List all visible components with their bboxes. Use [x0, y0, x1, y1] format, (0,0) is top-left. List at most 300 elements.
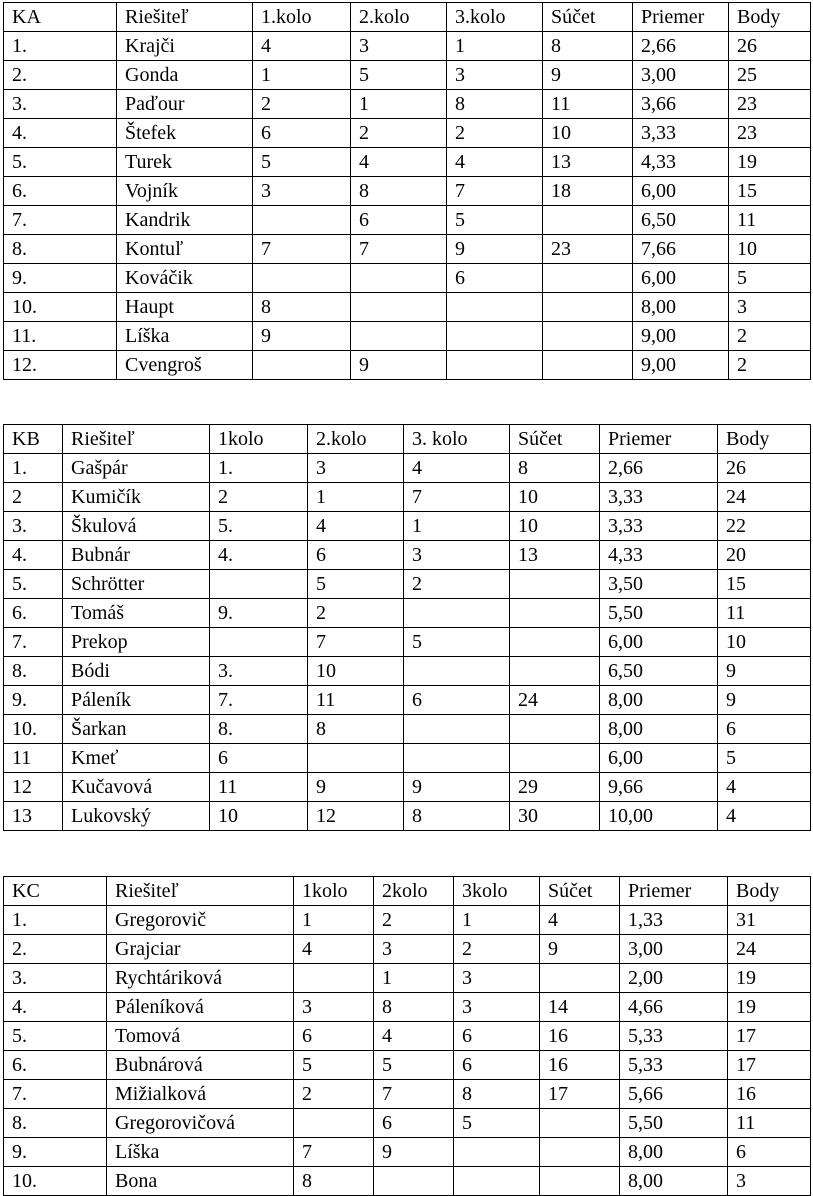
- table-row: [4, 32, 811, 61]
- table-header-row: [4, 425, 811, 454]
- table-cell: 4: [253, 32, 351, 61]
- table-cell: 9: [374, 1138, 454, 1167]
- table-cell: 8,00: [600, 715, 718, 744]
- table-cell: 4: [718, 802, 811, 831]
- table-cell: 3,66: [633, 90, 729, 119]
- header-cell: Body: [729, 3, 811, 32]
- header-cell: KA: [4, 3, 117, 32]
- table-cell: 9,00: [633, 322, 729, 351]
- table-row: [4, 1138, 811, 1167]
- header-cell: 1.kolo: [253, 3, 351, 32]
- table-cell: 3: [308, 454, 404, 483]
- table-cell: 6,00: [633, 177, 729, 206]
- table-cell: [351, 293, 447, 322]
- table-cell: 10: [308, 657, 404, 686]
- table-cell: 8: [308, 715, 404, 744]
- table-cell: 8,00: [620, 1167, 728, 1196]
- table-cell: Kumičík: [63, 483, 210, 512]
- table-cell: 2: [729, 351, 811, 380]
- table-cell: 8,00: [620, 1138, 728, 1167]
- table-cell: 7: [404, 483, 510, 512]
- table-cell: 8: [447, 90, 543, 119]
- table-cell: [454, 1167, 540, 1196]
- table-cell: 3,50: [600, 570, 718, 599]
- table-cell: 4.: [4, 993, 107, 1022]
- header-cell: 3. kolo: [404, 425, 510, 454]
- table-cell: 9.: [4, 686, 63, 715]
- table-cell: 3,33: [633, 119, 729, 148]
- table-cell: 11: [543, 90, 633, 119]
- table-row: [4, 235, 811, 264]
- table-header-row: [4, 3, 811, 32]
- table-cell: 25: [729, 61, 811, 90]
- table-cell: 6,00: [600, 628, 718, 657]
- table-cell: 4: [294, 935, 374, 964]
- table-cell: Kučavová: [63, 773, 210, 802]
- table-cell: Tomáš: [63, 599, 210, 628]
- table-row: [4, 454, 811, 483]
- table-cell: 11: [728, 1109, 811, 1138]
- table-cell: 9: [351, 351, 447, 380]
- table-cell: Bona: [107, 1167, 294, 1196]
- table-cell: 22: [718, 512, 811, 541]
- header-cell: Súčet: [540, 877, 620, 906]
- table-cell: 1.: [4, 906, 107, 935]
- table-row: [4, 90, 811, 119]
- table-row: [4, 483, 811, 512]
- table-cell: [543, 322, 633, 351]
- table-cell: Gonda: [117, 61, 253, 90]
- table-cell: 2: [253, 90, 351, 119]
- results-table-kb: [3, 424, 811, 831]
- table-cell: 15: [729, 177, 811, 206]
- table-cell: 17: [728, 1022, 811, 1051]
- header-cell: 3kolo: [454, 877, 540, 906]
- table-cell: [540, 1109, 620, 1138]
- table-cell: Turek: [117, 148, 253, 177]
- table-row: [4, 206, 811, 235]
- table-cell: 5: [294, 1051, 374, 1080]
- table-row: [4, 293, 811, 322]
- table-cell: 19: [728, 993, 811, 1022]
- table-row: [4, 906, 811, 935]
- table-cell: [404, 657, 510, 686]
- header-cell: Súčet: [510, 425, 600, 454]
- table-cell: 16: [728, 1080, 811, 1109]
- table-cell: 3.: [4, 964, 107, 993]
- table-cell: 3.: [4, 90, 117, 119]
- table-cell: 5,33: [620, 1051, 728, 1080]
- table-cell: [253, 206, 351, 235]
- table-cell: 11.: [4, 322, 117, 351]
- table-row: [4, 512, 811, 541]
- table-cell: 8: [294, 1167, 374, 1196]
- table-cell: 1: [447, 32, 543, 61]
- table-cell: 10: [718, 628, 811, 657]
- table-cell: 6: [728, 1138, 811, 1167]
- table-cell: 23: [729, 119, 811, 148]
- table-row: [4, 148, 811, 177]
- table-cell: 8: [374, 993, 454, 1022]
- table-cell: 6.: [4, 599, 63, 628]
- table-cell: 12.: [4, 351, 117, 380]
- table-cell: 26: [729, 32, 811, 61]
- table-row: [4, 599, 811, 628]
- table-cell: 1: [253, 61, 351, 90]
- table-cell: 18: [543, 177, 633, 206]
- table-cell: [510, 570, 600, 599]
- table-cell: Kováčik: [117, 264, 253, 293]
- table-cell: [404, 715, 510, 744]
- table-cell: 4: [351, 148, 447, 177]
- table-cell: [510, 628, 600, 657]
- table-cell: 2: [210, 483, 308, 512]
- table-cell: 11: [4, 744, 63, 773]
- table-cell: [404, 744, 510, 773]
- table-cell: Škulová: [63, 512, 210, 541]
- table-cell: 11: [308, 686, 404, 715]
- table-cell: 2.: [4, 61, 117, 90]
- table-cell: [294, 1109, 374, 1138]
- table-cell: 5: [447, 206, 543, 235]
- table-cell: [308, 744, 404, 773]
- table-cell: Gašpár: [63, 454, 210, 483]
- table-cell: [510, 657, 600, 686]
- table-cell: 9.: [4, 1138, 107, 1167]
- table-cell: 13: [543, 148, 633, 177]
- table-row: [4, 1051, 811, 1080]
- table-cell: [253, 264, 351, 293]
- table-cell: 6: [294, 1022, 374, 1051]
- table-cell: 5.: [4, 148, 117, 177]
- table-cell: 24: [728, 935, 811, 964]
- table-cell: Gregorovič: [107, 906, 294, 935]
- header-cell: Súčet: [543, 3, 633, 32]
- table-cell: 1: [308, 483, 404, 512]
- table-cell: [374, 1167, 454, 1196]
- table-cell: 19: [728, 964, 811, 993]
- table-cell: Páleník: [63, 686, 210, 715]
- table-cell: 2: [374, 906, 454, 935]
- table-cell: 6,00: [633, 264, 729, 293]
- table-cell: 1,33: [620, 906, 728, 935]
- table-cell: [447, 322, 543, 351]
- table-cell: 9: [543, 61, 633, 90]
- table-row: [4, 1022, 811, 1051]
- table-cell: 4: [447, 148, 543, 177]
- table-cell: 8: [351, 177, 447, 206]
- table-cell: 8,00: [600, 686, 718, 715]
- table-cell: 3: [454, 993, 540, 1022]
- table-cell: Štefek: [117, 119, 253, 148]
- table-cell: 16: [540, 1051, 620, 1080]
- table-cell: 4,33: [633, 148, 729, 177]
- table-cell: 6: [454, 1022, 540, 1051]
- header-cell: 2kolo: [374, 877, 454, 906]
- table-cell: 2: [404, 570, 510, 599]
- table-cell: 15: [718, 570, 811, 599]
- table-cell: [210, 570, 308, 599]
- table-cell: 7.: [4, 1080, 107, 1109]
- table-cell: Kontuľ: [117, 235, 253, 264]
- table-cell: 8: [543, 32, 633, 61]
- table-cell: [540, 1167, 620, 1196]
- table-cell: 9: [718, 686, 811, 715]
- table-cell: 7: [308, 628, 404, 657]
- table-cell: 9: [718, 657, 811, 686]
- table-cell: 9,66: [600, 773, 718, 802]
- table-row: [4, 541, 811, 570]
- table-cell: Šarkan: [63, 715, 210, 744]
- table-cell: 5,33: [620, 1022, 728, 1051]
- table-cell: 7: [351, 235, 447, 264]
- table-cell: [454, 1138, 540, 1167]
- table-cell: Grajciar: [107, 935, 294, 964]
- results-table-kc: [3, 876, 811, 1196]
- table-cell: 3: [294, 993, 374, 1022]
- header-cell: Priemer: [633, 3, 729, 32]
- table-cell: 19: [729, 148, 811, 177]
- table-cell: 7.: [210, 686, 308, 715]
- table-cell: [540, 1138, 620, 1167]
- table-cell: Líška: [117, 322, 253, 351]
- table-cell: 10.: [4, 715, 63, 744]
- table-cell: Rychtáriková: [107, 964, 294, 993]
- table-row: [4, 1167, 811, 1196]
- table-cell: 1: [351, 90, 447, 119]
- table-cell: 5: [718, 744, 811, 773]
- table-cell: [210, 628, 308, 657]
- table-cell: 5: [404, 628, 510, 657]
- table-cell: Kmeť: [63, 744, 210, 773]
- table-cell: 10.: [4, 293, 117, 322]
- header-cell: KB: [4, 425, 63, 454]
- table-cell: 5,50: [620, 1109, 728, 1138]
- table-cell: [351, 322, 447, 351]
- table-row: [4, 686, 811, 715]
- table-cell: 6,50: [633, 206, 729, 235]
- table-cell: Bubnárová: [107, 1051, 294, 1080]
- header-cell: 2.kolo: [308, 425, 404, 454]
- table-cell: Bubnár: [63, 541, 210, 570]
- table-row: [4, 964, 811, 993]
- table-cell: [351, 264, 447, 293]
- table-cell: 4,33: [600, 541, 718, 570]
- table-cell: 8,00: [633, 293, 729, 322]
- table-cell: 8: [510, 454, 600, 483]
- table-cell: 29: [510, 773, 600, 802]
- table-cell: 1: [294, 906, 374, 935]
- table-cell: 11: [210, 773, 308, 802]
- table-cell: 6.: [4, 1051, 107, 1080]
- table-cell: 8.: [4, 235, 117, 264]
- header-cell: Body: [728, 877, 811, 906]
- table-row: [4, 935, 811, 964]
- table-cell: 3: [253, 177, 351, 206]
- table-cell: 2: [351, 119, 447, 148]
- table-row: [4, 119, 811, 148]
- table-cell: 5,66: [620, 1080, 728, 1109]
- table-cell: 5: [729, 264, 811, 293]
- table-cell: 4: [718, 773, 811, 802]
- header-cell: 1kolo: [210, 425, 308, 454]
- table-cell: 4.: [210, 541, 308, 570]
- table-cell: 9,00: [633, 351, 729, 380]
- table-cell: 7.: [4, 628, 63, 657]
- table-cell: 8: [253, 293, 351, 322]
- table-cell: 3,33: [600, 483, 718, 512]
- table-cell: 4,66: [620, 993, 728, 1022]
- table-cell: [294, 964, 374, 993]
- table-cell: Krajči: [117, 32, 253, 61]
- table-cell: 6: [404, 686, 510, 715]
- results-table-ka: [3, 2, 811, 380]
- table-cell: 6: [210, 744, 308, 773]
- table-cell: 1.: [4, 32, 117, 61]
- table-cell: 3: [729, 293, 811, 322]
- table-cell: [543, 206, 633, 235]
- table-cell: Mižialková: [107, 1080, 294, 1109]
- table-cell: Haupt: [117, 293, 253, 322]
- table-cell: 3,00: [620, 935, 728, 964]
- table-cell: 6: [374, 1109, 454, 1138]
- table-cell: 8: [404, 802, 510, 831]
- table-cell: 20: [718, 541, 811, 570]
- table-cell: [543, 351, 633, 380]
- table-row: [4, 802, 811, 831]
- table-cell: 13: [4, 802, 63, 831]
- table-cell: 4: [540, 906, 620, 935]
- table-cell: 2,00: [620, 964, 728, 993]
- table-cell: 4.: [4, 541, 63, 570]
- table-cell: 30: [510, 802, 600, 831]
- table-cell: 12: [308, 802, 404, 831]
- table-cell: 10.: [4, 1167, 107, 1196]
- header-cell: Riešiteľ: [117, 3, 253, 32]
- table-cell: 9: [540, 935, 620, 964]
- table-cell: 17: [540, 1080, 620, 1109]
- table-cell: 10: [543, 119, 633, 148]
- table-cell: 16: [540, 1022, 620, 1051]
- table-cell: [404, 599, 510, 628]
- table-cell: 3.: [4, 512, 63, 541]
- table-cell: 3: [454, 964, 540, 993]
- table-cell: 9: [404, 773, 510, 802]
- table-row: [4, 744, 811, 773]
- table-cell: 24: [510, 686, 600, 715]
- table-cell: [543, 264, 633, 293]
- table-cell: 4.: [4, 119, 117, 148]
- header-cell: 1kolo: [294, 877, 374, 906]
- table-cell: 26: [718, 454, 811, 483]
- table-cell: 1: [374, 964, 454, 993]
- table-cell: 3: [404, 541, 510, 570]
- table-cell: 10,00: [600, 802, 718, 831]
- table-row: [4, 1080, 811, 1109]
- header-cell: Priemer: [600, 425, 718, 454]
- table-row: [4, 715, 811, 744]
- table-cell: 5,50: [600, 599, 718, 628]
- table-cell: 8.: [4, 1109, 107, 1138]
- table-cell: 12: [4, 773, 63, 802]
- table-cell: 6: [253, 119, 351, 148]
- table-cell: 2: [447, 119, 543, 148]
- table-cell: [253, 351, 351, 380]
- table-row: [4, 351, 811, 380]
- table-cell: 3.: [210, 657, 308, 686]
- table-cell: 7.: [4, 206, 117, 235]
- header-cell: 2.kolo: [351, 3, 447, 32]
- table-cell: 3,00: [633, 61, 729, 90]
- table-cell: 9: [308, 773, 404, 802]
- table-cell: 9.: [210, 599, 308, 628]
- table-cell: 11: [729, 206, 811, 235]
- table-cell: 5.: [4, 570, 63, 599]
- table-cell: 2: [454, 935, 540, 964]
- table-cell: 9.: [4, 264, 117, 293]
- table-cell: 4: [308, 512, 404, 541]
- table-cell: 3: [728, 1167, 811, 1196]
- header-cell: 3.kolo: [447, 3, 543, 32]
- table-cell: 6: [454, 1051, 540, 1080]
- table-cell: Bódi: [63, 657, 210, 686]
- table-cell: 5: [308, 570, 404, 599]
- table-cell: 10: [729, 235, 811, 264]
- table-cell: 6: [447, 264, 543, 293]
- table-cell: 4: [374, 1022, 454, 1051]
- table-cell: 2.: [4, 935, 107, 964]
- table-cell: [543, 293, 633, 322]
- table-row: [4, 1109, 811, 1138]
- table-cell: 3,33: [600, 512, 718, 541]
- table-row: [4, 264, 811, 293]
- table-row: [4, 657, 811, 686]
- table-cell: 2: [4, 483, 63, 512]
- table-cell: 6,00: [600, 744, 718, 773]
- table-cell: Páleníková: [107, 993, 294, 1022]
- table-cell: 7: [374, 1080, 454, 1109]
- table-cell: [447, 351, 543, 380]
- table-row: [4, 773, 811, 802]
- table-cell: Vojník: [117, 177, 253, 206]
- table-cell: 2: [308, 599, 404, 628]
- table-cell: 14: [540, 993, 620, 1022]
- table-cell: 10: [210, 802, 308, 831]
- table-cell: [540, 964, 620, 993]
- table-cell: 2: [729, 322, 811, 351]
- table-cell: Lukovský: [63, 802, 210, 831]
- table-cell: 8.: [210, 715, 308, 744]
- table-cell: Gregorovičová: [107, 1109, 294, 1138]
- table-cell: 3: [374, 935, 454, 964]
- table-row: [4, 322, 811, 351]
- table-cell: 9: [447, 235, 543, 264]
- header-cell: Body: [718, 425, 811, 454]
- header-cell: Riešiteľ: [63, 425, 210, 454]
- table-cell: 5: [454, 1109, 540, 1138]
- table-cell: 1.: [210, 454, 308, 483]
- table-cell: Paďour: [117, 90, 253, 119]
- table-cell: 4: [404, 454, 510, 483]
- table-cell: 17: [728, 1051, 811, 1080]
- table-cell: [510, 599, 600, 628]
- table-cell: Schrötter: [63, 570, 210, 599]
- header-cell: KC: [4, 877, 107, 906]
- table-cell: 13: [510, 541, 600, 570]
- table-cell: 3: [351, 32, 447, 61]
- table-row: [4, 993, 811, 1022]
- table-cell: 1: [454, 906, 540, 935]
